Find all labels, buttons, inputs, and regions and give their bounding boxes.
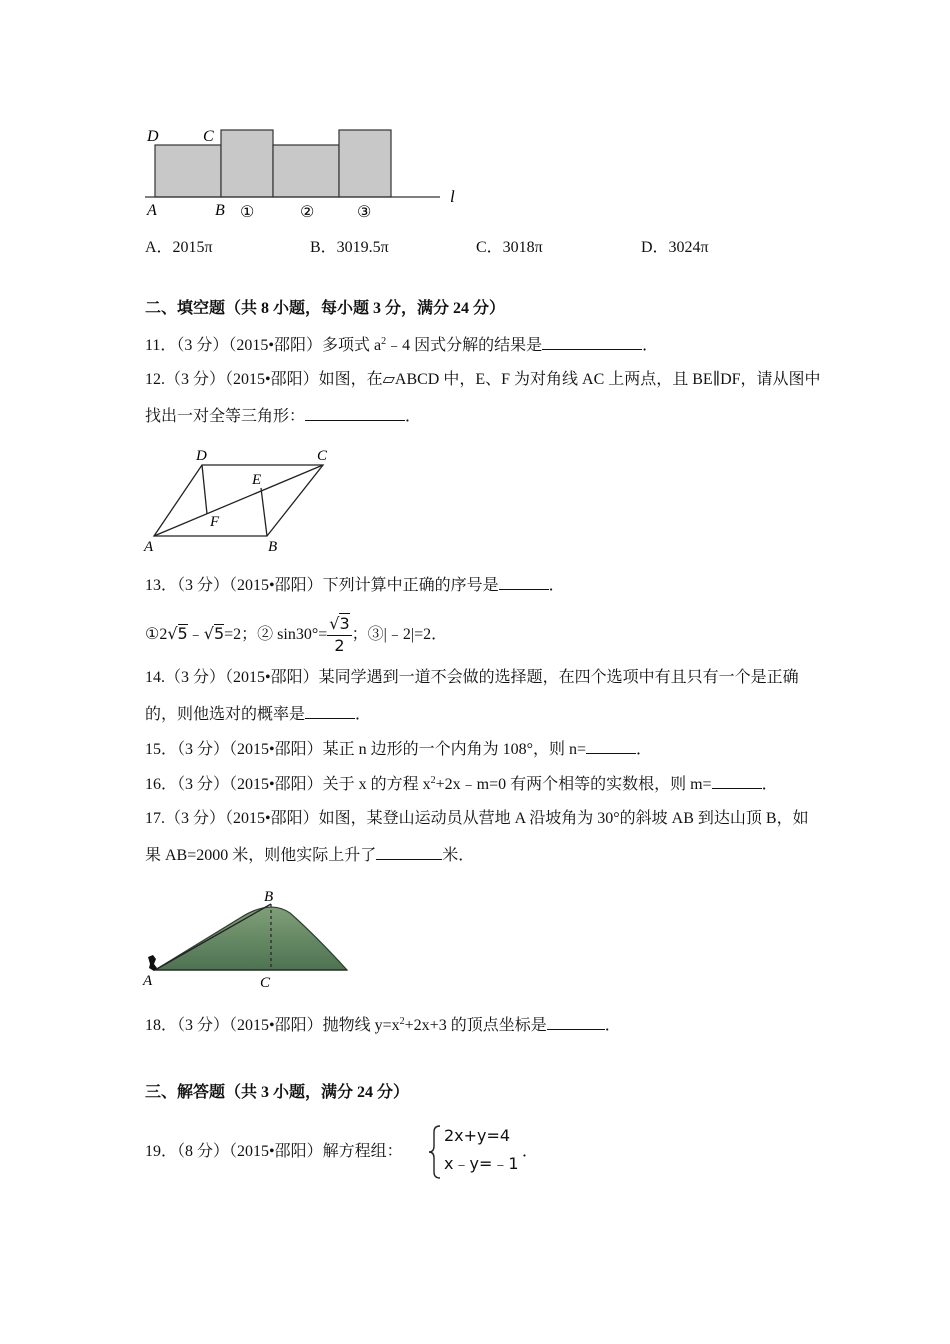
question-18 (145, 1015, 621, 1036)
label-C: C (260, 975, 271, 991)
q15-text: 15．（3 分）（2015•邵阳）某正 n 边形的一个内角为 108°，则 n= (145, 741, 587, 758)
label-D: D (196, 448, 207, 464)
q11-text-2: ﹣4 因式分解的结果是 (386, 337, 543, 354)
q14-answer-blank (305, 704, 355, 719)
question-14-line-1: 14.（3 分）（2015•邵阳）某同学遇到一道不会做的选择题，在四个选项中有且只有一个是正确 (145, 669, 799, 686)
q13-radicand-2: 5 (213, 624, 225, 643)
q13-fraction (327, 614, 351, 656)
q13-fraction-numerator: 3 (339, 614, 350, 634)
q10-option-d: D．3024π (641, 239, 709, 256)
q14-period: ． (355, 706, 372, 723)
label-A: A (143, 973, 153, 989)
q18-exponent: 2 (399, 1016, 405, 1027)
q18-answer-blank (547, 1015, 605, 1030)
q17-text: 果 AB=2000 米，则他实际上升了 (145, 847, 377, 864)
equation-2: x﹣y=﹣1 (444, 1154, 519, 1173)
rect-abcd (155, 145, 221, 197)
q15-answer-blank (586, 739, 636, 754)
q12-text: 找出一对全等三角形： (145, 408, 306, 425)
q11-exponent: 2 (381, 336, 387, 347)
q18-text-2: +2x+3 的顶点坐标是 (404, 1017, 547, 1034)
question-14-line-2 (145, 704, 371, 725)
q13-item-2-text: =2；② sin30°= (224, 626, 328, 643)
q13-text: 13．（3 分）（2015•邵阳）下列计算中正确的序号是 (145, 577, 499, 594)
rect-1 (221, 130, 273, 197)
question-12-line-1: 12.（3 分）（2015•邵阳）如图，在▱ABCD 中，E、F 为对角线 AC 上两点，且 BE∥DF，请从图中 (145, 371, 821, 388)
climber-icon (148, 955, 157, 971)
label-B: B (268, 539, 278, 555)
section-2-title: 二、填空题（共 8 小题，每小题 3 分，满分 24 分） (145, 300, 506, 317)
equation-1: 2x+y=4 (444, 1126, 511, 1145)
q10-option-a: A．2015π (145, 239, 213, 256)
question-16 (145, 774, 778, 795)
q13-item-1-text: ①2 (145, 626, 168, 643)
segment-df (202, 465, 207, 514)
equation-system-brace (428, 1124, 442, 1180)
q16-text-2: +2x﹣m=0 有两个相等的实数根，则 m= (435, 776, 712, 793)
label-A: A (147, 202, 157, 219)
q12-answer-blank (305, 406, 405, 421)
label-l: l (450, 187, 455, 206)
q16-answer-blank (712, 774, 762, 789)
label-C: C (203, 128, 214, 145)
label-C: C (317, 448, 328, 464)
diagonal-ac (154, 465, 323, 536)
label-circle-3: ③ (357, 204, 372, 221)
label-circle-2: ② (300, 204, 315, 221)
question-13 (145, 575, 565, 596)
question-17-line-2 (145, 845, 474, 866)
q11-period: ． (642, 337, 659, 354)
label-D: D (147, 128, 159, 145)
q18-text: 18．（3 分）（2015•邵阳）抛物线 y=x (145, 1017, 400, 1034)
q15-period: ． (636, 741, 653, 758)
label-E: E (252, 472, 262, 488)
q18-period: ． (604, 1017, 621, 1034)
q13-period: ． (548, 577, 565, 594)
label-B: B (215, 202, 225, 219)
label-F: F (210, 514, 220, 530)
question-15 (145, 739, 652, 760)
rect-2 (273, 145, 339, 197)
label-A: A (144, 539, 154, 555)
q11-text: 11．（3 分）（2015•邵阳）多项式 a (145, 337, 382, 354)
q16-period: ． (761, 776, 778, 793)
q13-radicand-1: 5 (177, 624, 188, 643)
q16-text: 16．（3 分）（2015•邵阳）关于 x 的方程 x (145, 776, 431, 793)
sqrt-symbol-2: √ (203, 624, 214, 643)
q19-period: ． (522, 1143, 539, 1160)
q14-text: 的，则他选对的概率是 (145, 706, 306, 723)
q13-item-3-text: ；③|﹣2|=2． (351, 626, 448, 643)
figure-rectangles-rolling (140, 122, 470, 222)
question-11 (145, 335, 658, 356)
q13-items (145, 612, 447, 656)
q17-unit: 米． (442, 847, 475, 864)
sqrt-symbol: √ (167, 624, 178, 643)
question-12-line-2 (145, 406, 421, 427)
question-19: 19．（8 分）（2015•邵阳）解方程组： (145, 1143, 403, 1160)
q10-option-b: B．3019.5π (310, 239, 389, 256)
q12-period: ． (405, 408, 422, 425)
mountain-shape (155, 907, 347, 970)
q16-exponent: 2 (430, 775, 436, 786)
label-B: B (264, 889, 274, 905)
figure-mountain-slope (140, 885, 355, 993)
segment-be (261, 488, 267, 536)
figure-parallelogram (140, 444, 340, 556)
q11-answer-blank (542, 335, 642, 350)
q17-answer-blank (376, 845, 442, 860)
question-17-line-1: 17.（3 分）（2015•邵阳）如图，某登山运动员从营地 A 沿坡角为 30°的斜坡 AB 到达山顶 B，如 (145, 810, 809, 827)
sqrt-symbol-3: √ (329, 614, 340, 634)
section-3-title: 三、解答题（共 3 小题，满分 24 分） (145, 1084, 410, 1101)
q13-fraction-denominator: 2 (334, 636, 345, 656)
rect-3 (339, 130, 391, 197)
q10-option-c: C．3018π (476, 239, 543, 256)
q13-minus: ﹣ (187, 626, 204, 643)
label-circle-1: ① (240, 204, 255, 221)
q13-answer-blank (499, 575, 549, 590)
